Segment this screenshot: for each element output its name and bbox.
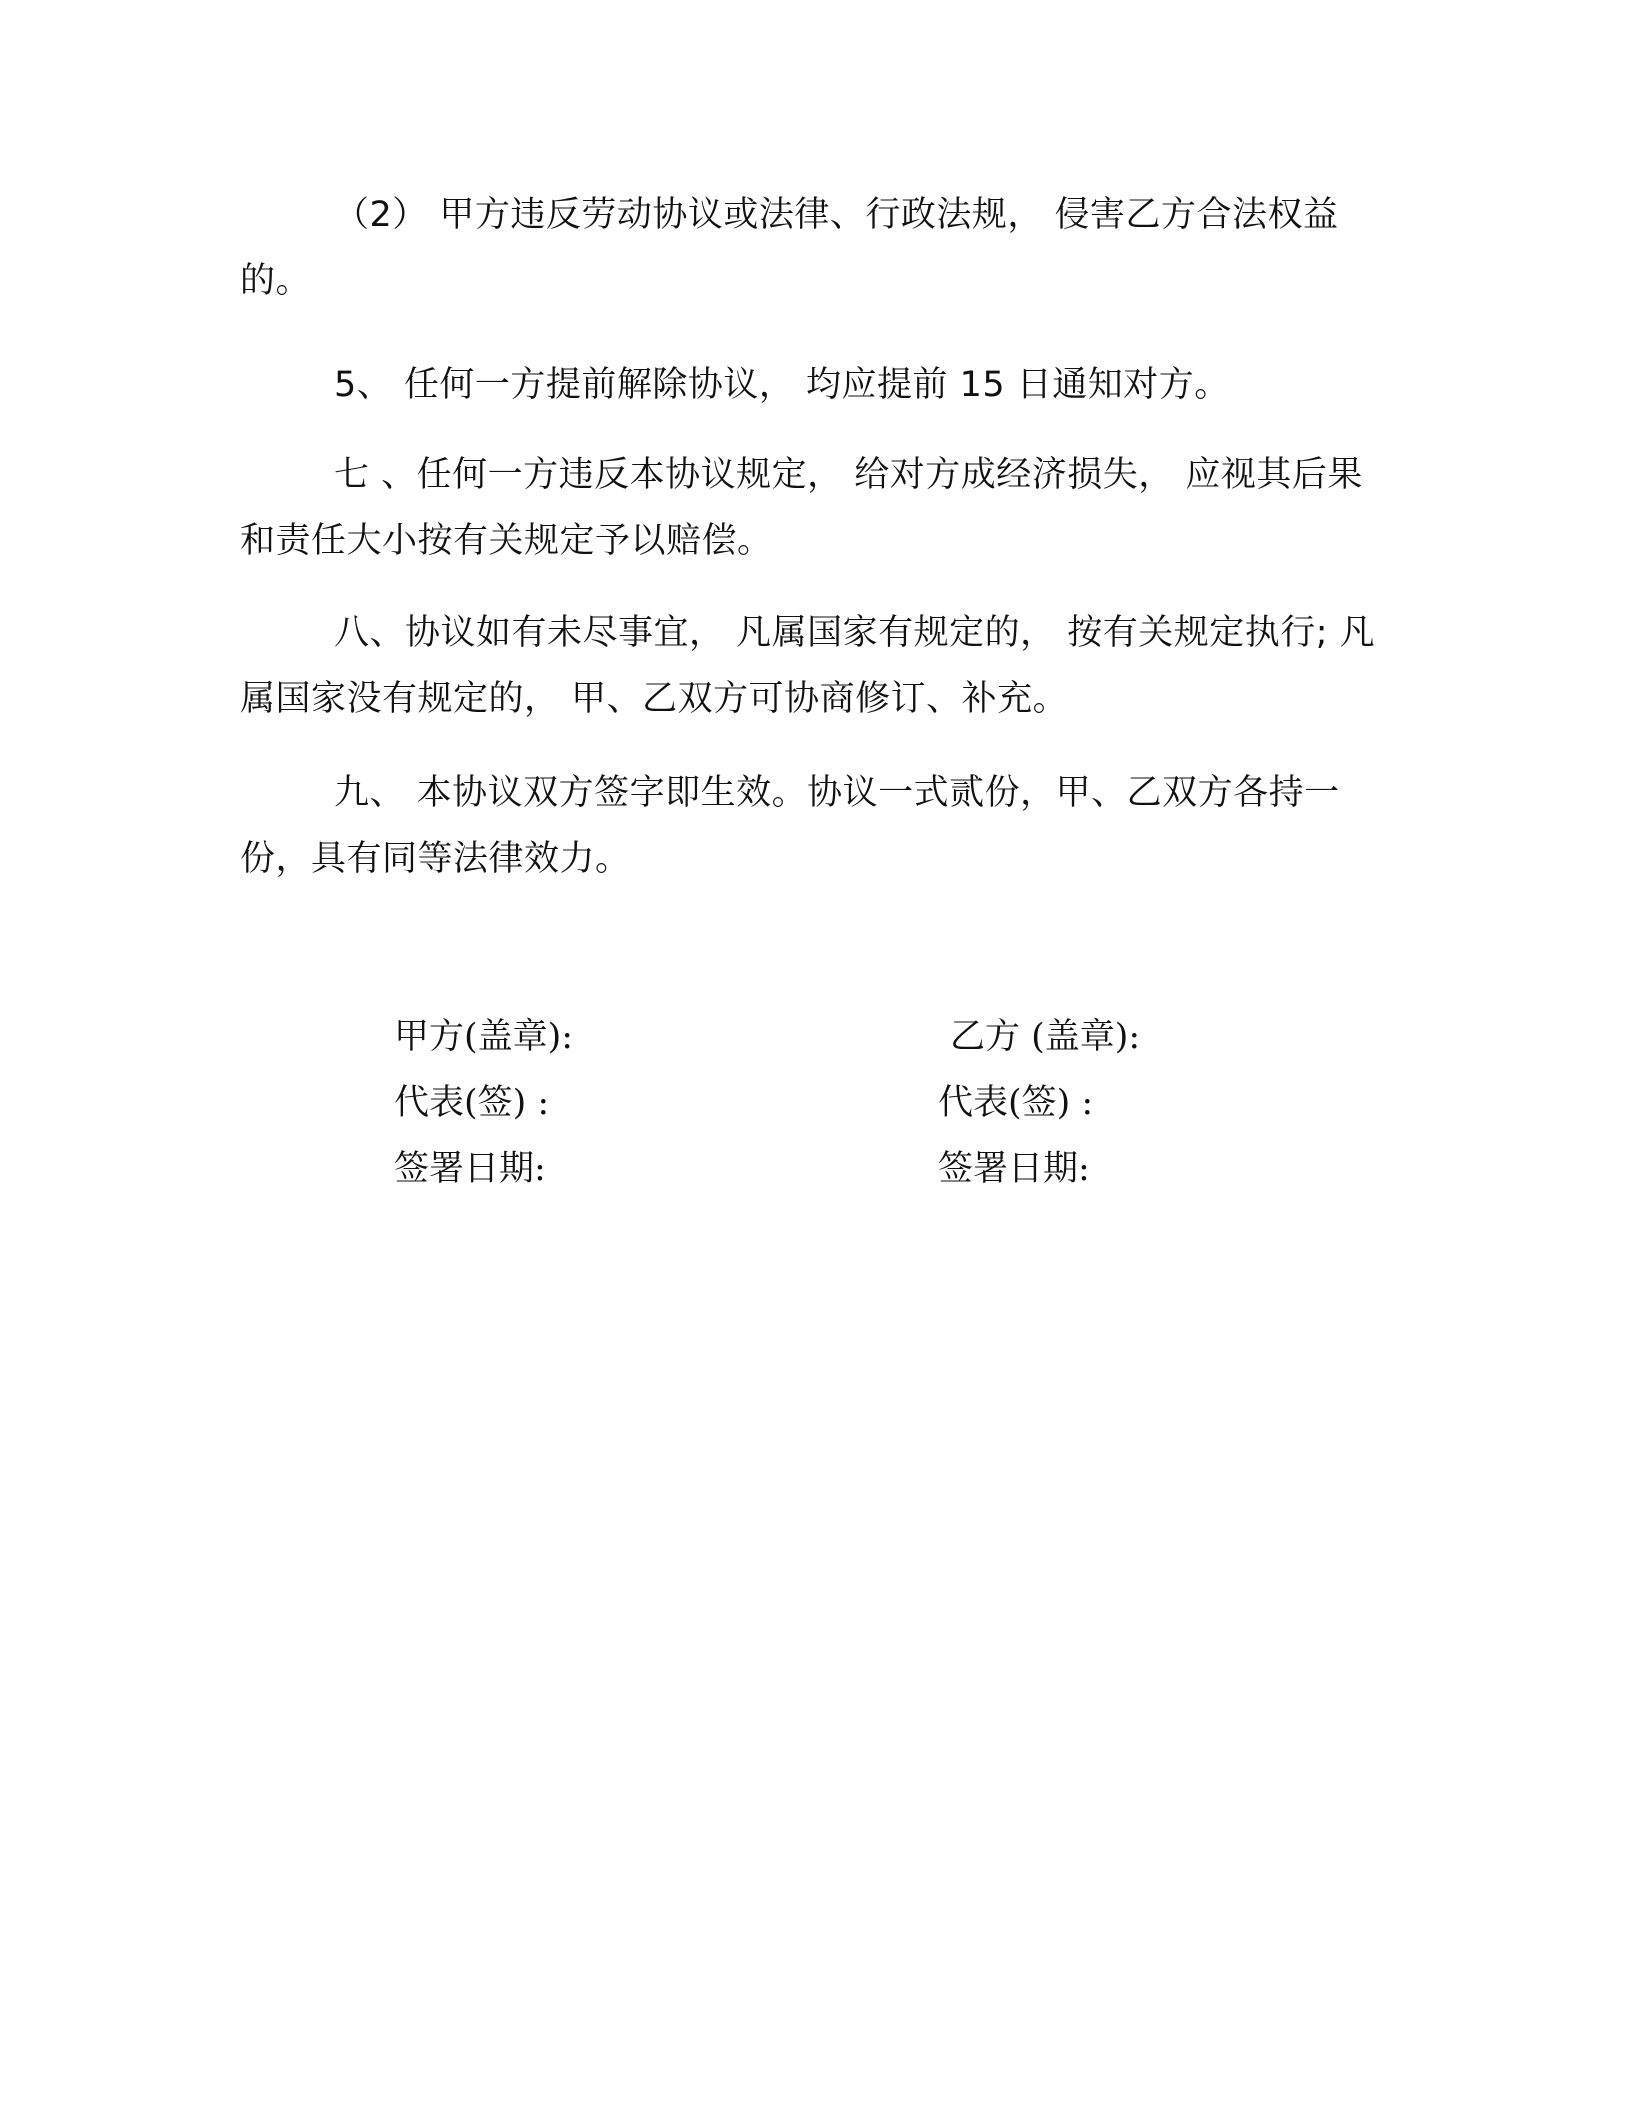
- party-b-seal-label: 乙方 (盖章):: [950, 1017, 1141, 1057]
- party-a-seal-label: 甲方(盖章):: [394, 1017, 574, 1057]
- party-a-representative-label: 代表(签) :: [394, 1083, 550, 1123]
- clause-unresolved-matters: 八、协议如有未尽事宜， 凡属国家有规定的， 按有关规定执行; 凡属国家没有规定的， 甲、乙双方可协商修订、补充。: [240, 613, 1376, 719]
- clause-early-termination-notice: 5、 任何一方提前解除协议， 均应提前 15 日通知对方。: [334, 365, 1230, 405]
- party-b-representative-label: 代表(签) :: [938, 1083, 1094, 1123]
- party-a-date-label: 签署日期:: [394, 1149, 546, 1189]
- clause-effectiveness: 九、 本协议双方签字即生效。协议一式贰份，甲、乙双方各持一份，具有同等法律效力。: [240, 773, 1340, 879]
- clause-compensation: 七 、任何一方违反本协议规定， 给对方成经济损失， 应视其后果和责任大小按有关规定予以赔偿。: [240, 455, 1363, 561]
- clause-breach-by-party-a: （2） 甲方违反劳动协议或法律、行政法规， 侵害乙方合法权益的。: [240, 195, 1339, 301]
- party-b-date-label: 签署日期:: [938, 1149, 1090, 1189]
